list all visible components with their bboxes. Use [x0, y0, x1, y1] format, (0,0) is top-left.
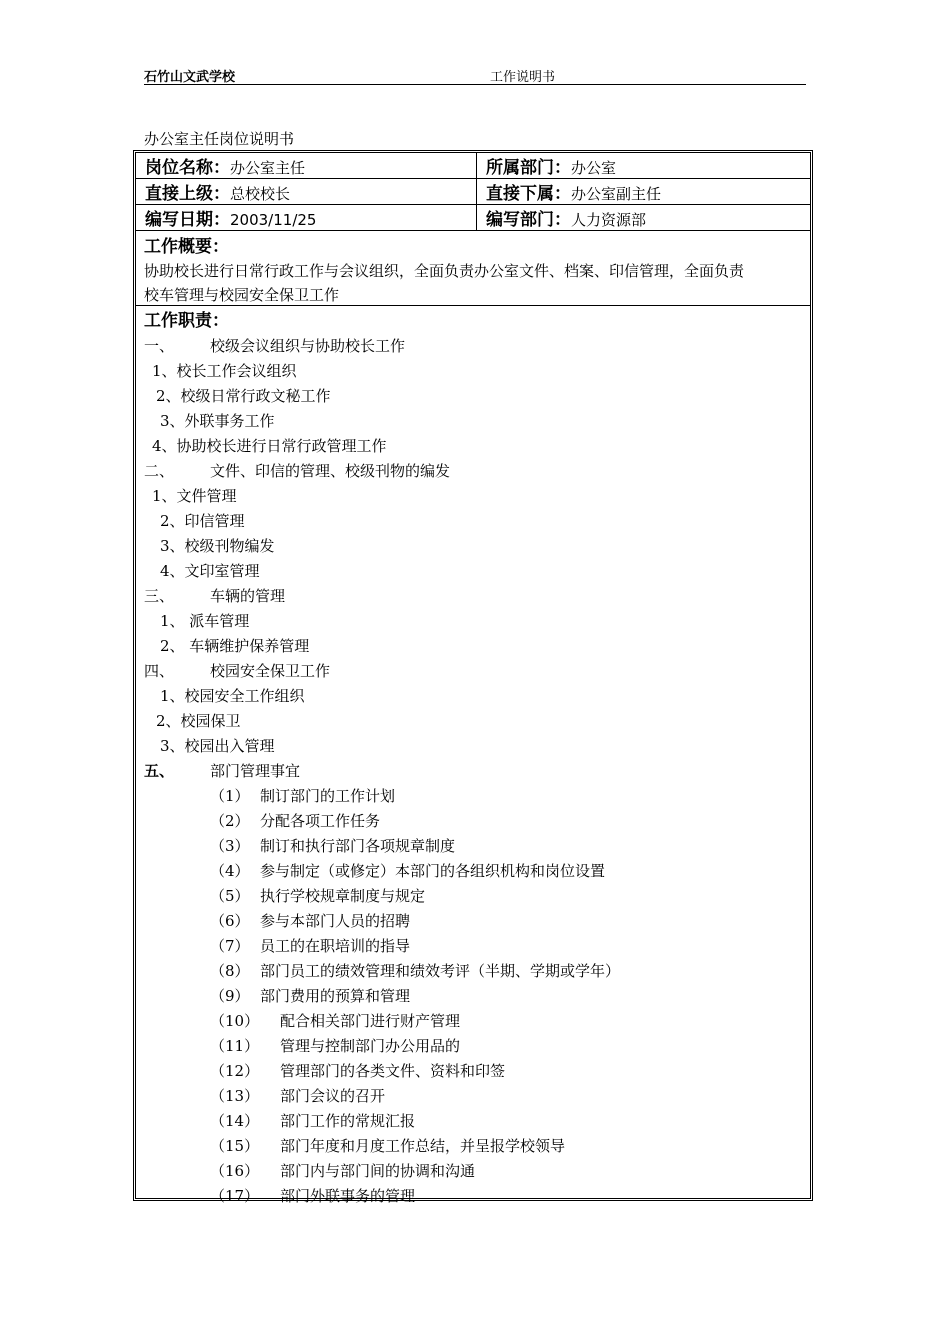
- duty-subitem: （1） 制订部门的工作计划: [210, 787, 396, 805]
- table-row: [136, 179, 810, 205]
- duty-item: 2、印信管理: [160, 512, 245, 530]
- direct-superior-value: 总校校长: [230, 185, 291, 203]
- duty-item: 4、文印室管理: [160, 562, 260, 580]
- duty-section: 一、 校级会议组织与协助校长工作: [144, 337, 406, 355]
- duty-section: 二、 文件、印信的管理、校级刊物的编发: [144, 462, 451, 480]
- direct-superior-cell: 直接上级：总校校长: [136, 179, 477, 205]
- duty-section: 四、 校园安全保卫工作: [144, 662, 331, 680]
- duty-subitem: （2） 分配各项工作任务: [210, 812, 381, 830]
- duty-section: 三、 车辆的管理: [144, 587, 286, 605]
- meta-table: [136, 153, 810, 231]
- document-type: 工作说明书: [490, 70, 556, 85]
- duty-item: 3、校级刊物编发: [160, 537, 275, 555]
- duty-subitem: （11） 管理与控制部门办公用品的: [210, 1037, 461, 1055]
- duty-item: 3、校园出入管理: [160, 737, 275, 755]
- position-name-value: 办公室主任: [230, 159, 306, 177]
- duties-heading: 工作职责: [144, 311, 212, 331]
- compile-date-cell: 编写日期：2003/11/25: [136, 205, 477, 231]
- duty-section-title: 车辆的管理: [210, 587, 286, 605]
- compile-date-value: 2003/11/25: [230, 211, 317, 229]
- duty-item: 2、校园保卫: [156, 712, 241, 730]
- duty-subitem: （3） 制订和执行部门各项规章制度: [210, 837, 456, 855]
- duty-subitem: （9） 部门费用的预算和管理: [210, 987, 411, 1005]
- duty-item: 1、校园安全工作组织: [160, 687, 305, 705]
- duty-subitem: （12） 管理部门的各类文件、资料和印签: [210, 1062, 506, 1080]
- duty-subitem: （13） 部门会议的召开: [210, 1087, 386, 1105]
- table-row: [136, 205, 810, 231]
- duty-subitem: （15） 部门年度和月度工作总结，并呈报学校领导: [210, 1137, 566, 1155]
- duty-subitem: （8） 部门员工的绩效管理和绩效考评（半期、学期或学年）: [210, 962, 621, 980]
- duty-subitem: （16） 部门内与部门间的协调和沟通: [210, 1162, 476, 1180]
- page-header: [144, 66, 806, 85]
- table-row: [136, 153, 810, 179]
- duty-subitem: （7） 员工的在职培训的指导: [210, 937, 411, 955]
- duty-subitem: （6） 参与本部门人员的招聘: [210, 912, 411, 930]
- job-description-form: [133, 150, 813, 1205]
- duty-item: 2、 车辆维护保养管理: [160, 637, 310, 655]
- compile-department-value: 人力资源部: [571, 211, 647, 229]
- department-cell: 所属部门：办公室: [477, 153, 811, 179]
- duty-item: 2、校级日常行政文秘工作: [156, 387, 331, 405]
- duty-section-title: 文件、印信的管理、校级刊物的编发: [210, 462, 451, 480]
- school-name: 石竹山文武学校: [144, 70, 236, 85]
- work-duties: 工作职责： 一、 校级会议组织与协助校长工作 1、校长工作会议组织 2、校级日常行政文秘工作 3、外联事务工作 4、协助校长进行日常行政管理工作 二、 文件、印信的管理、校级刊物的编发 1、文件管理 2、印信管理 3、校级刊物编发 4、文印室管理 三、 车辆的管理 1、 派车管理 2、 车辆维护保养管理 四、 校园安全保卫工作 1、校园安全工作组织 2、校园保卫 3、校园出入管理 五、 部门管理事宜 （1） 制订部门的工作计划 （2） 分配各项工作任务 （3） 制订和执行部门各项规章制度 （4） 参与制定（或修定）本部门的各组织机构和岗位设置 （5） 执行学校规章制度与规定 （6） 参与本部门人员的招聘 （7） 员工的在职培训的指导 （8） 部门员工的绩效管理和绩效考评（半期、学期或学年） （9） 部门费用的预算和管理 （10） 配合相关部门进行财产管理 （11） 管理与控制部门办公用品的 （12） 管理部门的各类文件、资料和印签 （13） 部门会议的召开 （14） 部门工作的常规汇报 （15） 部门年度和月度工作总结，并呈报学校领导 （16） 部门内与部门间的协调和沟通 （17） 部门外联事务的管理: [144, 308, 806, 1209]
- duty-subitem: （4） 参与制定（或修定）本部门的各组织机构和岗位设置: [210, 862, 606, 880]
- duty-subitem: （17） 部门外联事务的管理: [210, 1187, 416, 1205]
- duty-section-title: 部门管理事宜: [210, 762, 301, 780]
- summary-text-line: 协助校长进行日常行政工作与会议组织，全面负责办公室文件、档案、印信管理，全面负责: [144, 262, 745, 280]
- direct-subordinate-value: 办公室副主任: [571, 185, 662, 203]
- duty-subitem: （14） 部门工作的常规汇报: [210, 1112, 416, 1130]
- summary-heading: 工作概要: [144, 237, 212, 257]
- document-title: 办公室主任岗位说明书: [144, 130, 295, 148]
- work-summary: 工作概要： 协助校长进行日常行政工作与会议组织，全面负责办公室文件、档案、印信管理，全面负责 校车管理与校园安全保卫工作: [136, 231, 810, 306]
- duty-subitem: （5） 执行学校规章制度与规定: [210, 887, 426, 905]
- department-value: 办公室: [571, 159, 617, 177]
- duty-section: 五、 部门管理事宜: [144, 762, 301, 780]
- duty-section-title: 校园安全保卫工作: [210, 662, 331, 680]
- duty-item: 4、协助校长进行日常行政管理工作: [152, 437, 387, 455]
- direct-subordinate-cell: 直接下属：办公室副主任: [477, 179, 811, 205]
- duty-section-title: 校级会议组织与协助校长工作: [210, 337, 406, 355]
- compile-department-cell: 编写部门：人力资源部: [477, 205, 811, 231]
- duty-item: 3、外联事务工作: [160, 412, 275, 430]
- position-name-cell: 岗位名称：办公室主任: [136, 153, 477, 179]
- duty-item: 1、校长工作会议组织: [152, 362, 297, 380]
- duty-subitem: （10） 配合相关部门进行财产管理: [210, 1012, 461, 1030]
- duty-item: 1、 派车管理: [160, 612, 250, 630]
- summary-text-line: 校车管理与校园安全保卫工作: [144, 286, 340, 304]
- duty-item: 1、文件管理: [152, 487, 237, 505]
